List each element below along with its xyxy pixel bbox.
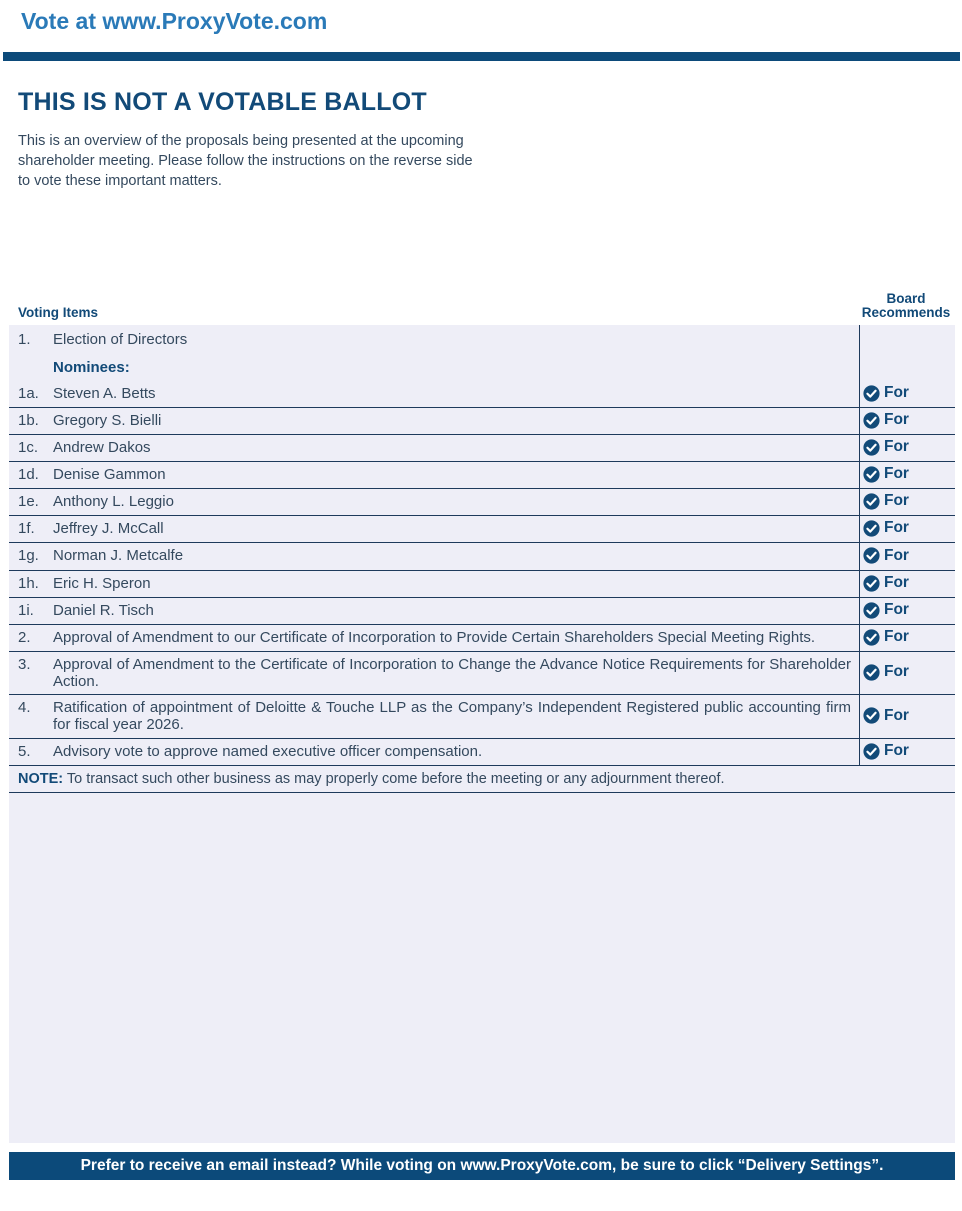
row-text: Jeffrey J. McCall [53,520,164,537]
table-row [9,542,955,571]
board-recommendation [863,547,909,565]
row-text: Daniel R. Tisch [53,602,154,619]
note-label: NOTE: [18,771,64,787]
board-recommendation [863,663,909,681]
board-recommendation [863,742,909,760]
nominees-label: Nominees: [53,359,130,376]
row-number: 3. [18,656,31,673]
voting-items-header: Voting Items [18,305,99,320]
table-row [9,570,955,598]
recommendation-label: For [884,492,909,509]
check-circle-icon [863,602,880,619]
recommendation-label: For [884,411,909,428]
table-row [9,488,955,516]
recommendation-label: For [884,438,909,455]
row-text: Andrew Dakos [53,439,151,456]
table-row [9,515,955,543]
board-recommendation [863,574,909,592]
recommendation-label: For [884,601,909,618]
board-recommendation [863,384,909,402]
row-number: 1e. [18,493,39,510]
check-circle-icon [863,629,880,646]
row-text: Gregory S. Bielli [53,412,162,429]
check-circle-icon [863,439,880,456]
page-title: THIS IS NOT A VOTABLE BALLOT [18,88,427,116]
row-number: 1i. [18,602,34,619]
check-circle-icon [863,385,880,402]
check-circle-icon [863,575,880,592]
row-text: Norman J. Metcalfe [53,547,184,564]
table-row [9,694,955,739]
table-row [9,651,955,695]
table-row [9,407,955,435]
recommendation-label: For [884,546,909,564]
row-text: Anthony L. Leggio [53,493,174,510]
table-row [9,597,955,625]
board-recommends-header: Board Recommends [861,291,951,320]
recommendation-label: For [884,663,909,680]
table-row [9,380,955,408]
row-text: Denise Gammon [53,466,166,483]
row-number: 2. [18,629,31,646]
note [18,771,725,787]
board-recommendation [863,438,909,456]
board-recommendation [863,411,909,429]
board-recommendation [863,519,909,537]
row-text: Eric H. Speron [53,575,151,592]
recommendation-label: For [884,628,909,645]
row-text: Ratification of appointment of Deloitte & Touche LLP as the Company’s Independent Registered public accounting firm for fiscal year 2026. [53,699,851,733]
row-number: 1d. [18,466,39,483]
recommendation-label: For [884,384,909,401]
check-circle-icon [863,412,880,429]
board-recommendation [863,465,909,483]
recommendation-label: For [884,574,909,591]
row-number: 5. [18,743,31,760]
row-number: 1a. [18,385,39,402]
board-recommendation [863,628,909,646]
election-label: Election of Directors [53,331,188,348]
row-number: 4. [18,699,31,716]
check-circle-icon [863,547,880,564]
row-text: Approval of Amendment to the Certificate of Incorporation to Change the Advance Notice Requirements for Shareholder Action. [53,656,851,690]
row-text: Advisory vote to approve named executive officer compensation. [53,743,483,760]
footer-banner: Prefer to receive an email instead? While voting on www.ProxyVote.com, be sure to click “Delivery Settings”. [9,1152,955,1180]
row-number: 1g. [18,547,39,564]
check-circle-icon [863,664,880,681]
row-number: 1c. [18,439,39,456]
row-number: 1b. [18,412,39,429]
election-number: 1. [18,331,31,348]
table-row [9,461,955,489]
board-recommendation [863,601,909,619]
recommendation-label: For [884,706,909,724]
row-number: 1f. [18,520,35,537]
check-circle-icon [863,466,880,483]
table-row [9,738,955,766]
board-recommendation [863,707,909,725]
table-row [9,434,955,462]
check-circle-icon [863,707,880,724]
board-recommendation [863,492,909,510]
check-circle-icon [863,493,880,510]
check-circle-icon [863,520,880,537]
row-number: 1h. [18,575,39,592]
recommendation-label: For [884,465,909,482]
note-text: To transact such other business as may properly come before the meeting or any adjournment thereof. [63,771,725,787]
header-vote-link[interactable]: Vote at www.ProxyVote.com [21,8,328,34]
row-text: Steven A. Betts [53,385,156,402]
column-divider [859,325,860,766]
header-divider [3,52,960,61]
table-row [9,624,955,652]
recommendation-label: For [884,519,909,536]
recommendation-label: For [884,742,909,759]
intro-text: This is an overview of the proposals being presented at the upcoming shareholder meeting. Please follow the instructions on the reverse side to vote these important matters. [18,133,473,189]
check-circle-icon [863,743,880,760]
row-text: Approval of Amendment to our Certificate of Incorporation to Provide Certain Shareholders Special Meeting Rights. [53,629,816,646]
